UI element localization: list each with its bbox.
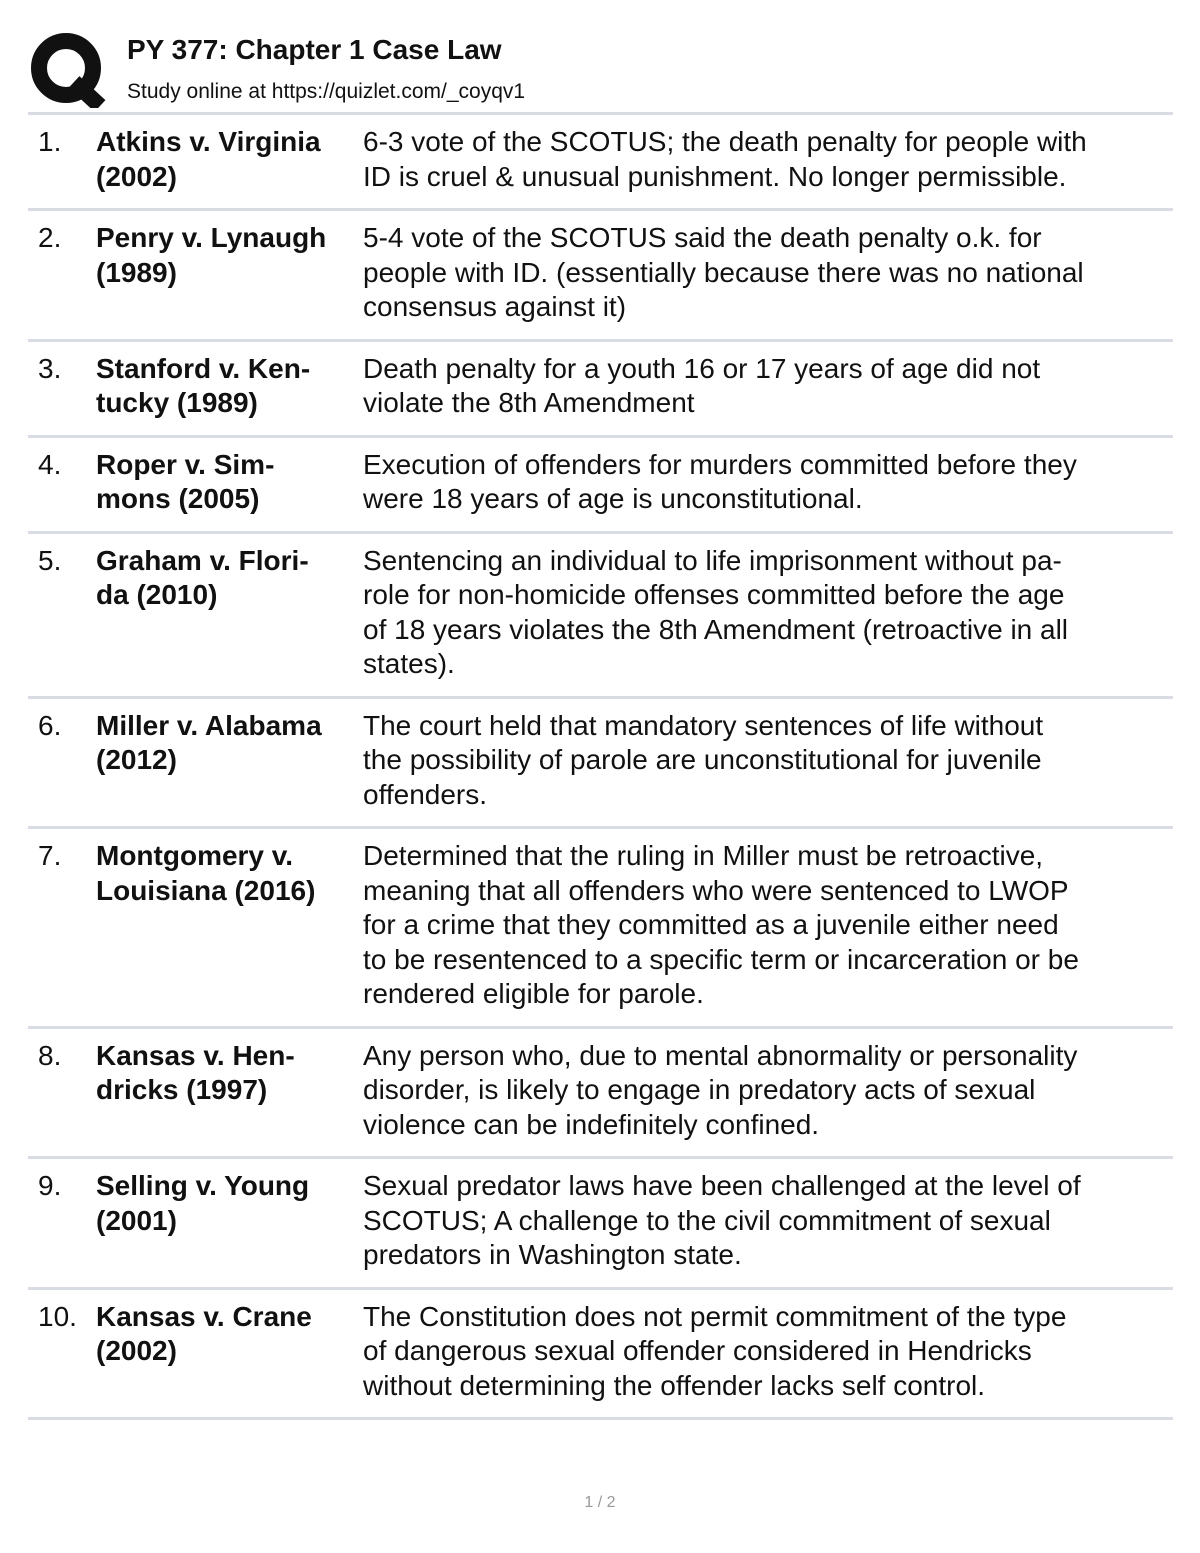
card-term [96, 544, 358, 613]
document-header [30, 30, 1175, 110]
term-line: Selling v. Young [96, 1170, 310, 1201]
definition-line: SCOTUS; A challenge to the civil commitment of sexual [363, 1204, 1051, 1236]
quizlet-q-icon [30, 32, 108, 108]
term-line: Montgomery v. [96, 840, 294, 871]
definition-line: consensus against it) [363, 291, 627, 322]
term-line: mons (2005) [96, 483, 260, 514]
term-line: dricks (1997) [96, 1074, 268, 1105]
definition-line: for a crime that they committed as a juvenile either need [363, 909, 1059, 940]
card-term [96, 1300, 358, 1369]
card-term [96, 448, 358, 517]
card-definition [363, 544, 1175, 682]
definition-line: offenders. [363, 778, 488, 810]
definition-line: Sexual predator laws have been challenged at the level of [363, 1170, 1081, 1201]
card-number: 1. [38, 126, 62, 157]
page-title: PY 377: Chapter 1 Case Law [127, 34, 502, 65]
page-indicator: 1 / 2 [584, 1494, 616, 1511]
term-line: da (2010) [96, 579, 218, 610]
term-line: (2002) [96, 160, 177, 192]
card-term [96, 1169, 358, 1238]
card-definition [363, 125, 1175, 194]
term-line: (2001) [96, 1204, 177, 1236]
definition-line: meaning that all offenders who were sentenced to LWOP [363, 874, 1069, 906]
definition-line: rendered eligible for parole. [363, 978, 704, 1009]
card-number: 7. [38, 840, 62, 871]
term-line: Graham v. Flori- [96, 544, 309, 576]
term-line: (1989) [96, 256, 177, 288]
definition-line: people with ID. (essentially because there was no national [363, 256, 1084, 288]
card-number: 5. [38, 544, 62, 576]
card-definition [363, 839, 1175, 1012]
definition-line: of 18 years violates the 8th Amendment (retroactive in all [363, 613, 1069, 645]
term-line: Miller v. Alabama [96, 709, 322, 741]
term-line: Atkins v. Virginia [96, 126, 321, 157]
card-definition [363, 1169, 1175, 1273]
definition-line: to be resentenced to a specific term or incarceration or be [363, 943, 1079, 975]
definition-line: were 18 years of age is unconstitutional. [363, 483, 863, 514]
definition-line: Death penalty for a youth 16 or 17 years of age did not [363, 352, 1041, 384]
card-term [96, 125, 358, 194]
card-number: 2. [38, 222, 62, 253]
card-term [96, 709, 358, 778]
term-line: tucky (1989) [96, 387, 258, 418]
card-term [96, 839, 358, 908]
card-definition [363, 1039, 1175, 1143]
card-list [28, 115, 1173, 1420]
card-row [28, 115, 1173, 211]
definition-line: disorder, is likely to engage in predatory acts of sexual [363, 1074, 1036, 1105]
definition-line: The court held that mandatory sentences of life without [363, 709, 1044, 741]
card-row [28, 211, 1173, 342]
card-term [96, 1039, 358, 1108]
definition-line: of dangerous sexual offender considered in Hendricks [363, 1335, 1032, 1366]
card-definition [363, 1300, 1175, 1404]
term-line: Kansas v. Crane [96, 1300, 312, 1332]
definition-line: The Constitution does not permit commitment of the type [363, 1300, 1067, 1332]
definition-line: Determined that the ruling in Miller must be retroactive, [363, 840, 1044, 871]
definition-line: 6-3 vote of the SCOTUS; the death penalty for people with [363, 126, 1087, 157]
card-row [28, 534, 1173, 699]
definition-line: ID is cruel & unusual punishment. No longer permissible. [363, 160, 1067, 192]
definition-line: role for non-homicide offenses committed before the age [363, 579, 1065, 610]
card-definition [363, 221, 1175, 325]
card-definition [363, 352, 1175, 421]
definition-line: violate the 8th Amendment [363, 387, 695, 418]
study-link[interactable]: Study online at https://quizlet.com/_coyqv1 [127, 80, 526, 103]
card-row [28, 342, 1173, 438]
term-line: (2002) [96, 1335, 177, 1366]
term-line: Louisiana (2016) [96, 874, 316, 906]
term-line: Kansas v. Hen- [96, 1039, 295, 1071]
card-number: 8. [38, 1039, 62, 1071]
definition-line: Sentencing an individual to life imprisonment without pa- [363, 544, 1062, 576]
card-row [28, 1290, 1173, 1421]
definition-line: predators in Washington state. [363, 1239, 742, 1270]
term-line: Penry v. Lynaugh [96, 222, 327, 253]
card-term [96, 221, 358, 290]
term-line: (2012) [96, 744, 177, 775]
definition-line: 5-4 vote of the SCOTUS said the death penalty o.k. for [363, 222, 1042, 253]
definition-line: the possibility of parole are unconstitutional for juvenile [363, 744, 1042, 775]
definition-line: states). [363, 648, 455, 679]
card-row [28, 438, 1173, 534]
term-line: Roper v. Sim- [96, 448, 275, 480]
definition-line: without determining the offender lacks self control. [363, 1369, 986, 1401]
card-definition [363, 709, 1175, 813]
card-number: 6. [38, 709, 62, 741]
card-number: 10. [38, 1300, 77, 1332]
card-row [28, 829, 1173, 1029]
card-row [28, 1029, 1173, 1160]
card-number: 4. [38, 448, 62, 480]
card-number: 3. [38, 352, 62, 384]
definition-line: Execution of offenders for murders committed before they [363, 448, 1077, 480]
card-row [28, 1159, 1173, 1290]
card-term [96, 352, 358, 421]
card-definition [363, 448, 1175, 517]
term-line: Stanford v. Ken- [96, 352, 311, 384]
card-number: 9. [38, 1170, 62, 1201]
card-row [28, 699, 1173, 830]
definition-line: violence can be indefinitely confined. [363, 1108, 820, 1140]
definition-line: Any person who, due to mental abnormality or personality [363, 1039, 1078, 1071]
